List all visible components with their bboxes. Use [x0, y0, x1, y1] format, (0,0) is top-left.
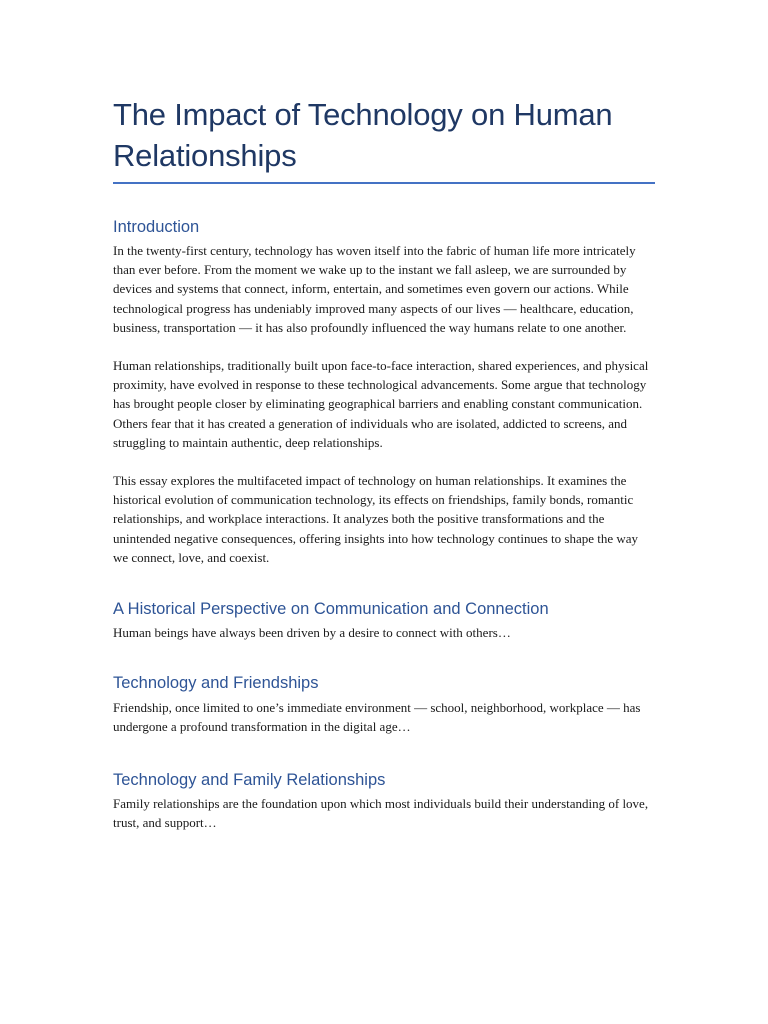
paragraph-intro-3: This essay explores the multifaceted impact of technology on human relationships. It examines the historical evolution of communication technology, its effects on friendships, family bonds, romantic relationships, and workplace interactions. It analyzes both the positive transformations and the unintended negative consequences, offering insights into how technology continues to shape the way we connect, love, and coexist.	[113, 473, 639, 565]
heading-family-relationships: Technology and Family Relationships	[113, 770, 386, 789]
paragraph-family: Family relationships are the foundation upon which most individuals build their understanding of love, trust, and support…	[113, 795, 649, 830]
heading-historical-perspective: A Historical Perspective on Communication and Connection	[113, 600, 549, 619]
title-underline-rule	[113, 182, 655, 184]
heading-introduction: Introduction	[113, 218, 200, 236]
heading-friendships: Technology and Friendships	[113, 674, 319, 693]
paragraph-friendships: Friendship, once limited to one’s immediate environment — school, neighborhood, workplace — has undergone a profound transformation in the digital age…	[113, 700, 641, 735]
document-page	[113, 94, 655, 832]
paragraph-historical: Human beings have always been driven by a desire to connect with others…	[113, 625, 511, 641]
document-title: The Impact of Technology on Human Relationships	[113, 97, 613, 173]
paragraph-intro-1: In the twenty-first century, technology has woven itself into the fabric of human life more intricately than ever before. From the moment we wake up to the instant we fall asleep, we are surrounded by devices and systems that connect, inform, entertain, and sometimes even govern our actions. While technological progress has undeniably improved many aspects of our lives — healthcare, education, business, transportation — it has also profoundly influenced the way humans relate to one another.	[113, 243, 636, 335]
paragraph-intro-2: Human relationships, traditionally built upon face-to-face interaction, shared experiences, and physical proximity, have evolved in response to these technological advancements. Some argue that technology has brought people closer by eliminating geographical barriers and enabling constant communication. Others fear that it has created a generation of individuals who are isolated, addicted to screens, and struggling to maintain authentic, deep relationships.	[113, 358, 649, 450]
